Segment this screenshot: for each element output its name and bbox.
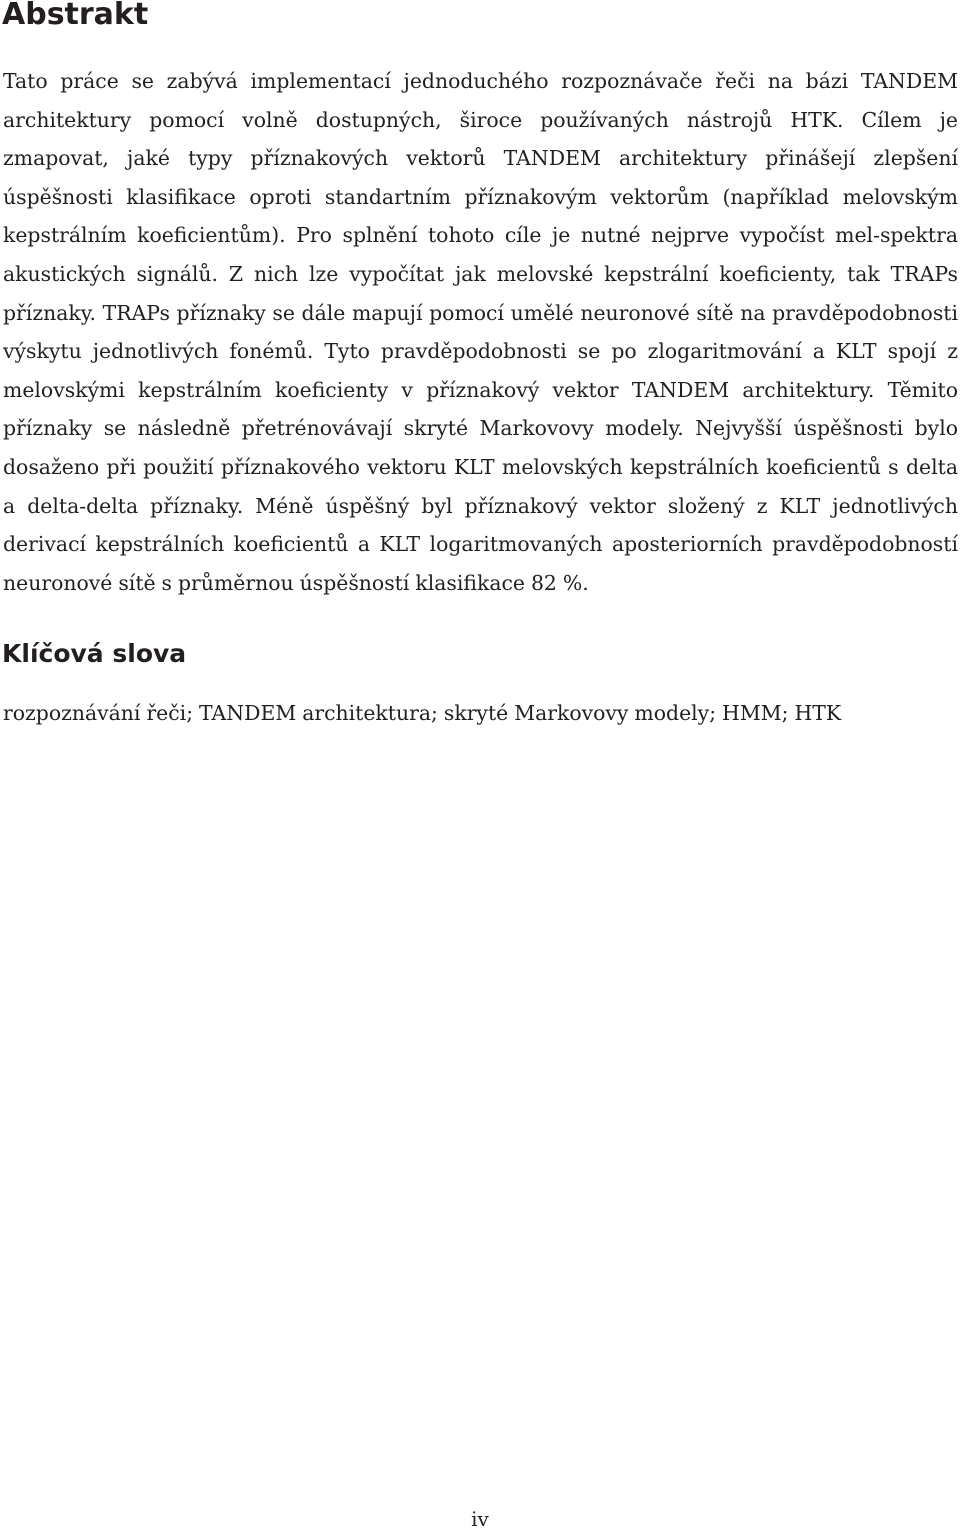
abstract-heading: Abstrakt — [2, 0, 149, 32]
abstract-paragraph: Tato práce se zabývá implementací jednoduchého rozpoznávače řeči na bázi TANDEM architektury pomocí volně dostupných, široce používaných nástrojů HTK. Cílem je zmapovat, jaké typy příznakových vektorů TANDEM architektury přinášejí zlepšení úspěšnosti klasifikace oproti standartním příznakovým vektorům (například melovským kepstrálním koeficientům). Pro splnění tohoto cíle je nutné nejprve vypočíst mel-spektra akustických signálů. Z nich lze vypočítat jak melovské kepstrální koeficienty, tak TRAPs příznaky. TRAPs příznaky se dále mapují pomocí umělé neuronové sítě na pravděpodobnosti výskytu jednotlivých fonémů. Tyto pravděpodobnosti se po zlogaritmování a KLT spojí z melovskými kepstrálním koeficienty v příznakový vektor TANDEM architektury. Těmito příznaky se následně přetrénovávají skryté Markovovy modely. Nejvyšší úspěšnosti bylo dosaženo při použití příznakového vektoru KLT melovských kepstrálních koeficientů s delta a delta-delta příznaky. Méně úspěšný byl příznakový vektor složený z KLT jednotlivých derivací kepstrálních koeficientů a KLT logaritmovaných aposteriorních pravděpodobností neuronové sítě s průměrnou úspěšností klasifikace 82 %. — [3, 69, 958, 595]
page-number: iv — [471, 1507, 489, 1531]
keywords-list: rozpoznávání řeči; TANDEM architektura; skryté Markovovy modely; HMM; HTK — [3, 701, 842, 725]
keywords-heading: Klíčová slova — [2, 639, 187, 668]
